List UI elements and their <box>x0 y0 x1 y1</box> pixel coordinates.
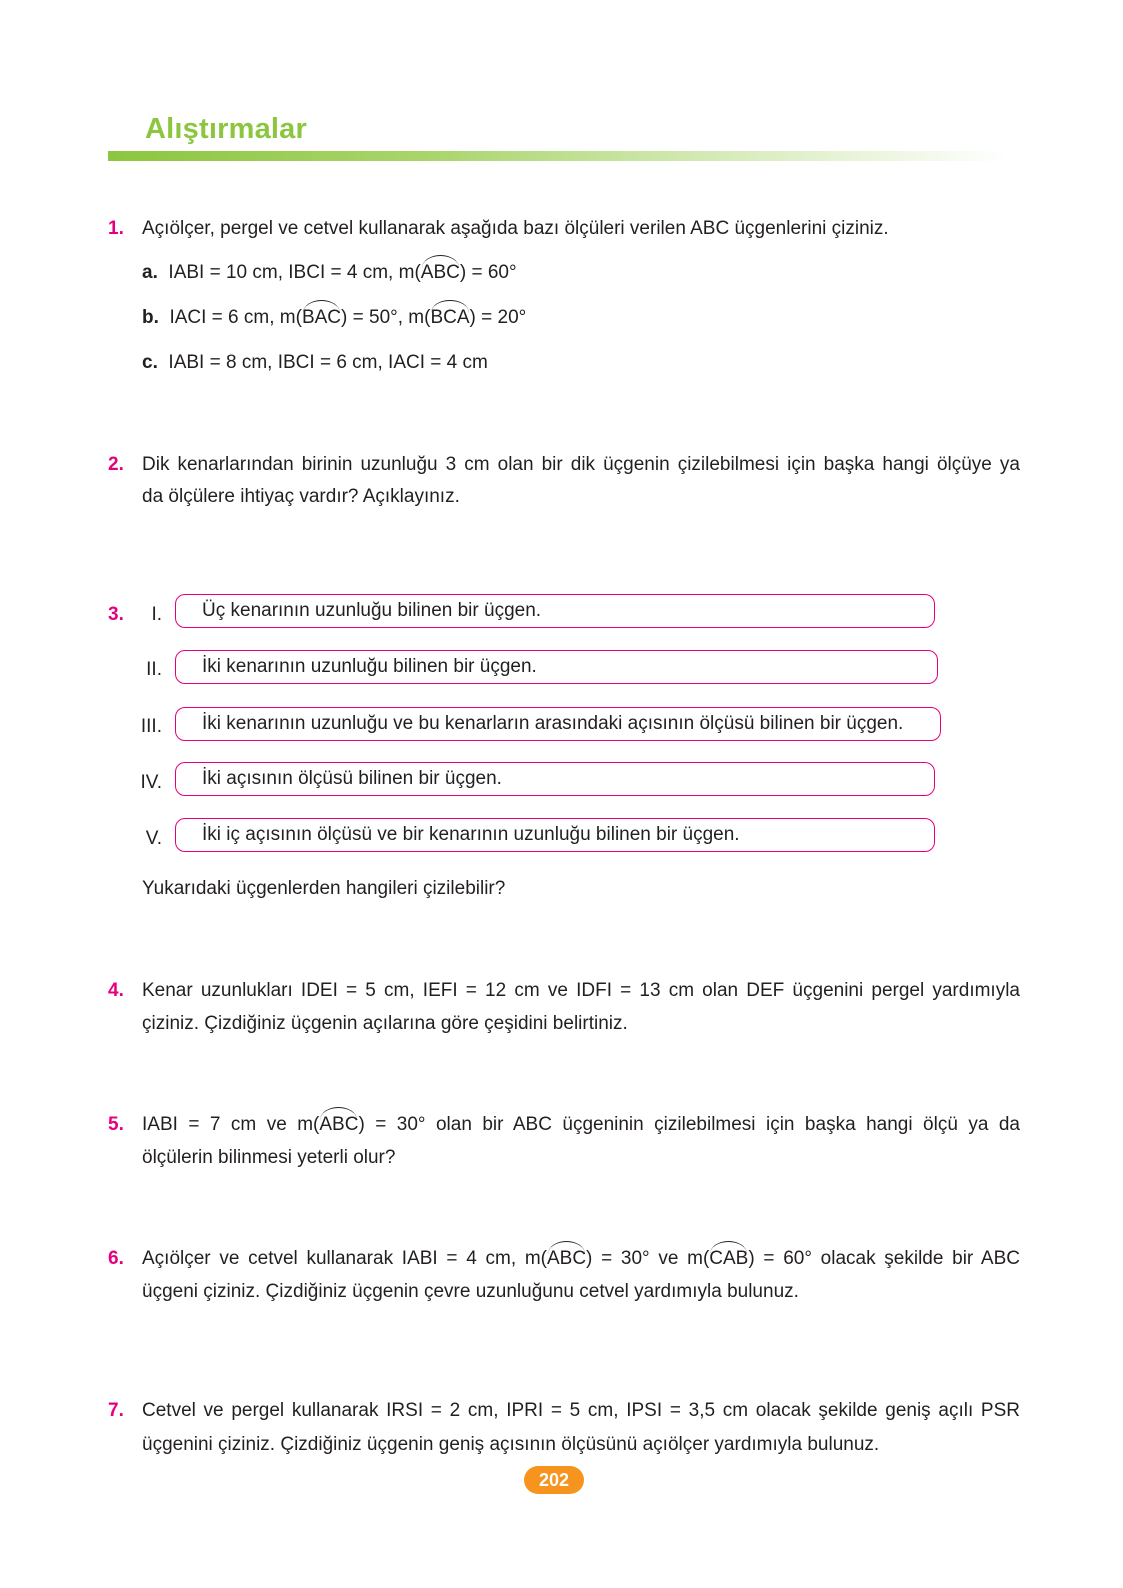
question-6-post: = 60° olacak şekilde bir ABC <box>754 1248 1020 1269</box>
question-6-line-1: Açıölçer ve cetvel kullanarak IABI = 4 cm, m(ABC) = 30° ve m(CAB) = 60° olacak şekilde bir ABC <box>142 1248 1020 1269</box>
angle-abc: ABC <box>319 1114 359 1135</box>
question-1a-pre: IABI = 10 cm, IBCI = 4 cm, m <box>168 262 415 283</box>
question-5-line-2: ölçülerin bilinmesi yeterli olur? <box>142 1147 396 1168</box>
question-1a-post: = 60° <box>466 262 517 283</box>
question-5-line-1: IABI = 7 cm ve m(ABC) = 30° olan bir ABC üçgeninin çizilebilmesi için başka hangi ölçü ya da <box>142 1114 1020 1135</box>
question-1-number: 1. <box>108 218 124 239</box>
question-1c-label: c. <box>142 352 158 373</box>
option-v-box <box>175 818 935 852</box>
page-title: Alıştırmalar <box>145 113 307 145</box>
option-i-numeral: I. <box>151 604 162 625</box>
question-5-number: 5. <box>108 1114 124 1135</box>
question-1c-text: IABI = 8 cm, IBCI = 6 cm, IACI = 4 cm <box>168 352 488 373</box>
question-1a-label: a. <box>142 262 158 283</box>
question-6-number: 6. <box>108 1248 124 1269</box>
question-3-prompt: Yukarıdaki üçgenlerden hangileri çizilebilir? <box>142 878 506 899</box>
question-1c <box>142 352 488 374</box>
option-ii-box <box>175 650 938 684</box>
title-underline-bar <box>108 151 1008 161</box>
question-1a: a. IABI = 10 cm, IBCI = 4 cm, m(ABC) = 60° <box>142 262 517 283</box>
option-ii-numeral: II. <box>146 659 162 680</box>
question-7-number: 7. <box>108 1400 124 1421</box>
option-v-text: İki iç açısının ölçüsü ve bir kenarının uzunluğu bilinen bir üçgen. <box>202 824 740 845</box>
page-number-badge: 202 <box>524 1466 584 1494</box>
question-4-number: 4. <box>108 980 124 1001</box>
angle-bca: BCA <box>430 307 470 328</box>
question-6-mid: = 30° ve m <box>592 1248 703 1269</box>
angle-cab: CAB <box>709 1248 749 1269</box>
question-6-line-2: üçgeni çiziniz. Çizdiğiniz üçgenin çevre uzunluğunu cetvel yardımıyla bulunuz. <box>142 1281 799 1302</box>
question-4-line-1: Kenar uzunlukları IDEI = 5 cm, IEFI = 12 cm ve IDFI = 13 cm olan DEF üçgenini pergel yardımıyla <box>142 980 1020 1001</box>
question-1b-mid: = 50°, m <box>347 307 425 328</box>
question-1-text: Açıölçer, pergel ve cetvel kullanarak aşağıda bazı ölçüleri verilen ABC üçgenlerini çiziniz. <box>142 218 889 239</box>
question-4-line-2: çiziniz. Çizdiğiniz üçgenin açılarına göre çeşidini belirtiniz. <box>142 1013 628 1034</box>
angle-abc: ABC <box>546 1248 587 1269</box>
option-iii-box <box>175 707 941 741</box>
option-ii-text: İki kenarının uzunluğu bilinen bir üçgen. <box>202 656 537 677</box>
question-7-line-2: üçgenini çiziniz. Çizdiğiniz üçgenin geniş açısının ölçüsünü açıölçer yardımıyla bulunuz. <box>142 1434 880 1455</box>
angle-abc: ABC <box>420 262 460 283</box>
option-iv-box <box>175 762 935 796</box>
angle-bac: BAC <box>301 307 342 328</box>
option-v-numeral: V. <box>145 828 162 849</box>
question-5-pre: IABI = 7 cm ve m <box>142 1114 314 1135</box>
question-1b-post: = 20° <box>475 307 527 328</box>
question-2-number: 2. <box>108 454 124 475</box>
question-5-post: = 30° olan bir ABC üçgeninin çizilebilmesi için başka hangi ölçü ya da <box>364 1114 1020 1135</box>
question-2-line-2: da ölçülere ihtiyaç vardır? Açıklayınız. <box>142 486 460 507</box>
question-1b-pre: IACI = 6 cm, m <box>169 307 296 328</box>
question-6-pre: Açıölçer ve cetvel kullanarak IABI = 4 cm, m <box>142 1248 541 1269</box>
option-iii-text: İki kenarının uzunluğu ve bu kenarların arasındaki açısının ölçüsü bilinen bir üçgen. <box>202 713 904 734</box>
option-i-box <box>175 594 935 628</box>
option-iii-numeral: III. <box>140 716 162 737</box>
question-3-number: 3. <box>108 604 124 625</box>
question-2-line-1: Dik kenarlarından birinin uzunluğu 3 cm olan bir dik üçgenin çizilebilmesi için başka hangi ölçüye ya <box>142 454 1020 475</box>
question-1b: b. IACI = 6 cm, m(BAC) = 50°, m(BCA) = 20° <box>142 307 527 328</box>
option-i-text: Üç kenarının uzunluğu bilinen bir üçgen. <box>202 600 542 621</box>
option-iv-numeral: IV. <box>140 772 162 793</box>
question-7-line-1: Cetvel ve pergel kullanarak IRSI = 2 cm, IPRI = 5 cm, IPSI = 3,5 cm olacak şekilde geniş açılı PSR <box>142 1400 1020 1421</box>
option-iv-text: İki açısının ölçüsü bilinen bir üçgen. <box>202 768 502 789</box>
question-1b-label: b. <box>142 307 159 328</box>
